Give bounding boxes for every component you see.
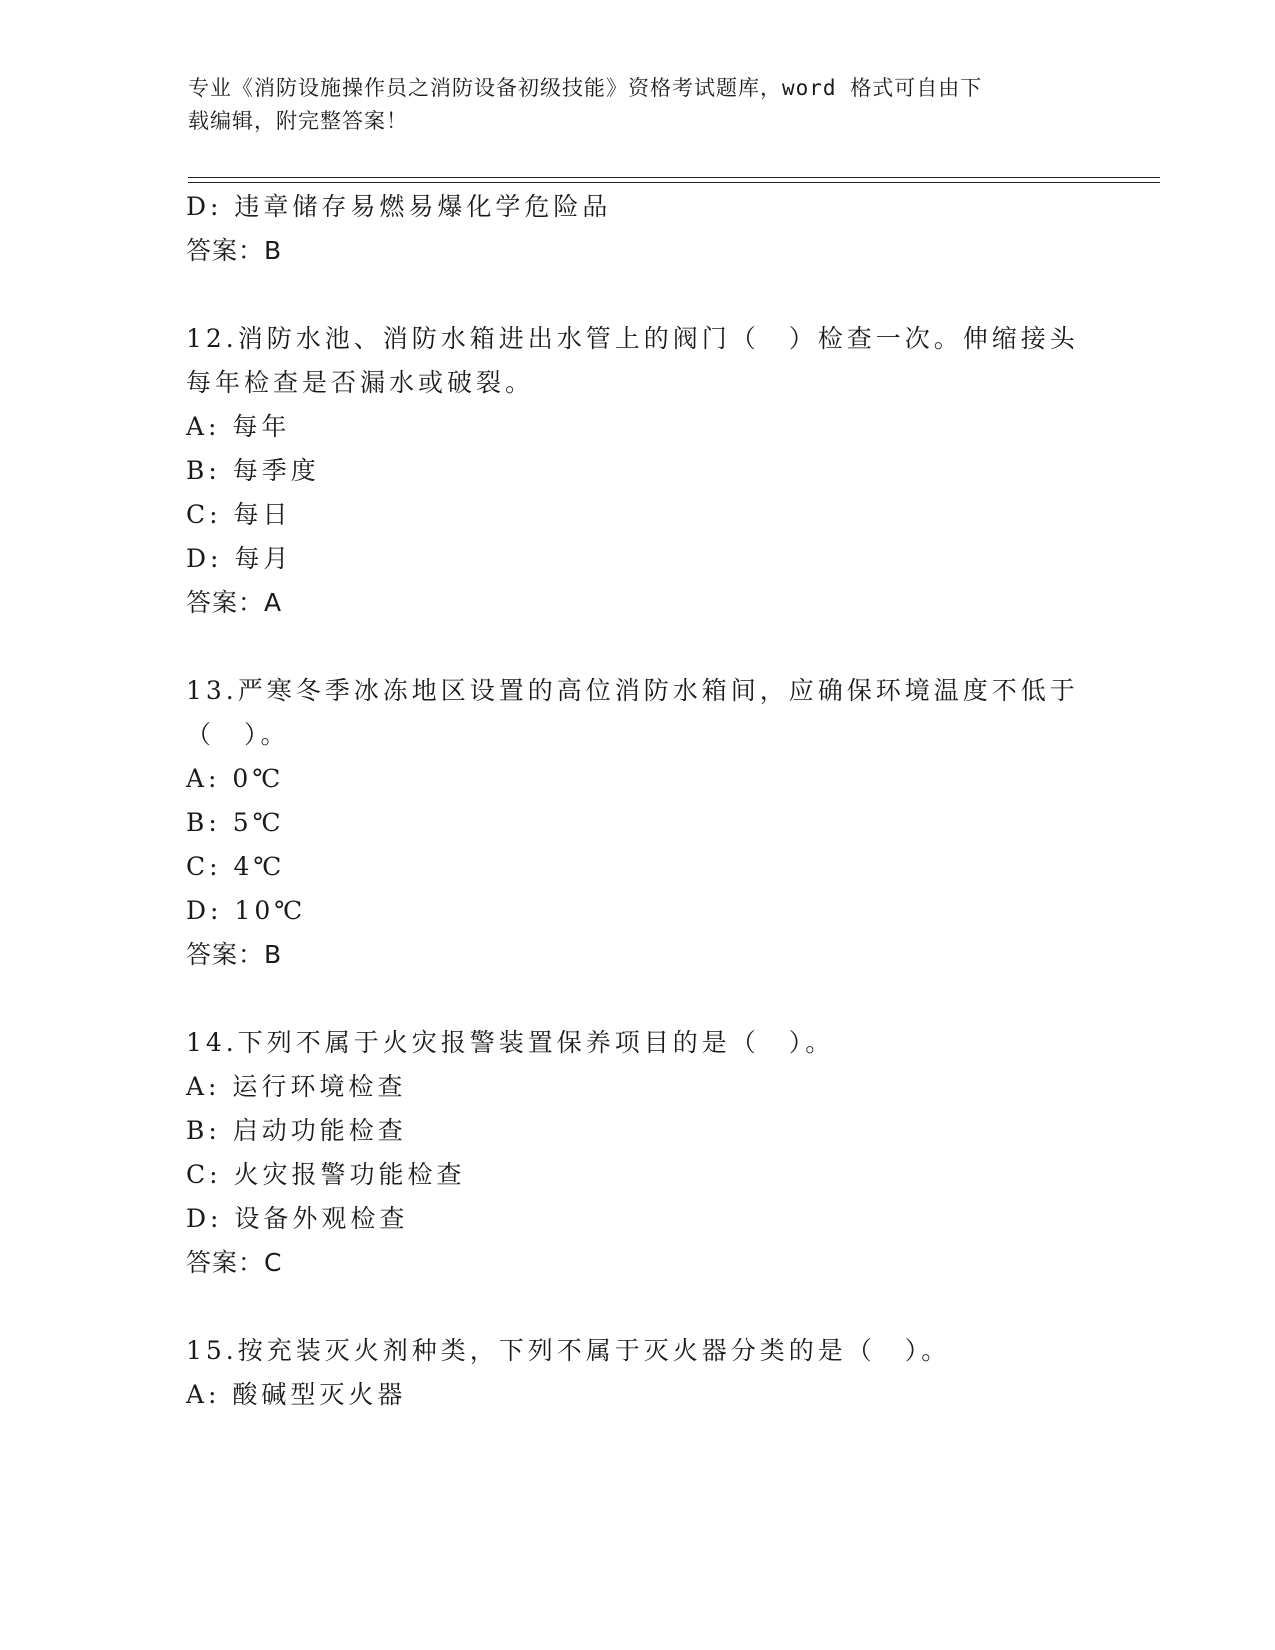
q15-stem-line-1: 15.按充装灭火剂种类，下列不属于灭火器分类的是（ ）。	[186, 1336, 951, 1365]
q12-stem-line-1: 12.消防水池、消防水箱进出水管上的阀门（ ）检查一次。伸缩接头	[186, 324, 1079, 353]
prev-option-d: D: 违章储存易燃易爆化学危险品	[186, 192, 612, 221]
q14-option-b: B: 启动功能检查	[186, 1116, 407, 1145]
q14-option-a: A: 运行环境检查	[186, 1072, 407, 1101]
q15-option-a: A: 酸碱型灭火器	[186, 1380, 407, 1409]
header-divider-bottom	[188, 182, 1160, 183]
q13-option-a: A: 0℃	[186, 764, 285, 793]
q12-option-a: A: 每年	[186, 412, 291, 441]
q12-stem-line-2: 每年检查是否漏水或破裂。	[186, 368, 535, 397]
prev-answer: 答案：B	[186, 236, 283, 265]
q12-option-b: B: 每季度	[186, 456, 320, 485]
q13-option-b: B: 5℃	[186, 808, 285, 837]
q13-option-c: C: 4℃	[186, 852, 286, 881]
q14-answer: 答案：C	[186, 1248, 283, 1277]
q12-option-c: C: 每日	[186, 500, 292, 529]
header-line-1: 专业《消防设施操作员之消防设备初级技能》资格考试题库，word 格式可自由下	[188, 76, 983, 100]
header-divider-top	[188, 177, 1160, 178]
q13-answer: 答案：B	[186, 940, 283, 969]
q12-answer: 答案：A	[186, 588, 283, 617]
document-header	[188, 72, 1068, 138]
q12-option-d: D: 每月	[186, 544, 293, 573]
q14-option-c: C: 火灾报警功能检查	[186, 1160, 466, 1189]
header-line-2: 载编辑，附完整答案！	[188, 109, 408, 133]
q14-stem-line-1: 14.下列不属于火灾报警装置保养项目的是（ ）。	[186, 1028, 835, 1057]
q13-option-d: D: 10℃	[186, 896, 307, 925]
q13-stem-line-1: 13.严寒冬季冰冻地区设置的高位消防水箱间，应确保环境温度不低于	[186, 676, 1079, 705]
q14-option-d: D: 设备外观检查	[186, 1204, 409, 1233]
q13-stem-line-2: （ ）。	[186, 720, 290, 749]
